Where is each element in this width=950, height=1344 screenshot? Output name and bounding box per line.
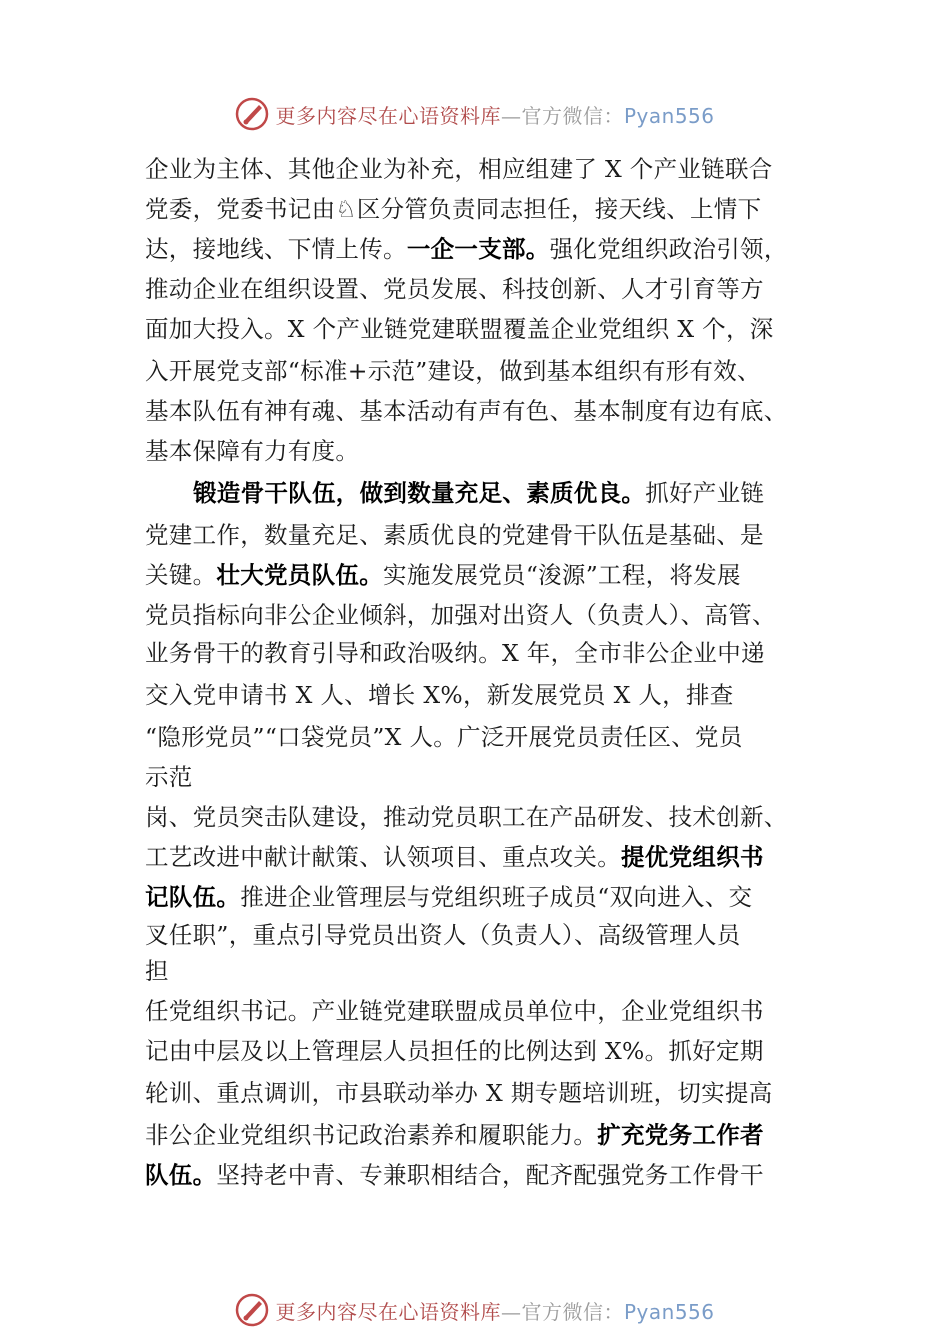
text-line: 任党组织书记。产业链党建联盟成员单位中，企业党组织书 bbox=[145, 997, 764, 1025]
bold-heading: 记队伍。 bbox=[145, 883, 241, 911]
brand-logo-icon bbox=[235, 97, 269, 131]
banner-text bbox=[275, 1296, 714, 1325]
text-line: “隐形党员”“口袋党员”X 人。广泛开展党员责任区、党员 bbox=[145, 723, 743, 751]
banner-text bbox=[275, 100, 714, 129]
text-line: 基本保障有力有度。 bbox=[145, 437, 360, 465]
text-line: 达，接地线、下情上传。一企一支部。强化党组织政治引领， bbox=[145, 235, 788, 263]
text-line: 企业为主体、其他企业为补充，相应组建了 X 个产业链联合 bbox=[145, 155, 773, 183]
banner-brand: 更多内容尽在心语资料库 bbox=[275, 103, 501, 128]
text-line: 示范 bbox=[145, 763, 193, 791]
text-line: 基本队伍有神有魂、基本活动有声有色、基本制度有边有底、 bbox=[145, 397, 788, 425]
banner-dash: — bbox=[500, 103, 522, 128]
text-line: 锻造骨干队伍，做到数量充足、素质优良。抓好产业链 bbox=[193, 479, 765, 507]
text-line: 党建工作，数量充足、素质优良的党建骨干队伍是基础、是 bbox=[145, 521, 764, 549]
banner-account: Pyan556 bbox=[623, 1299, 715, 1324]
text-line: 担 bbox=[145, 957, 169, 985]
text-line: 党委，党委书记由♘区分管负责同志担任，接天线、上情下 bbox=[145, 195, 762, 223]
bold-heading: 壮大党员队伍。 bbox=[216, 561, 384, 589]
banner-wechat-label: 官方微信： bbox=[521, 1299, 624, 1324]
text-line: 面加大投入。X 个产业链党建联盟覆盖企业党组织 X 个，深 bbox=[145, 315, 774, 343]
bold-heading: 锻造骨干队伍，做到数量充足、素质优良。 bbox=[193, 479, 646, 507]
text-line: 岗、党员突击队建设，推动党员职工在产品研发、技术创新、 bbox=[145, 803, 788, 831]
text-line: 推动企业在组织设置、党员发展、科技创新、人才引育等方 bbox=[145, 275, 764, 303]
bold-heading: 一企一支部。 bbox=[406, 235, 550, 263]
text-line: 交入党申请书 X 人、增长 X%，新发展党员 X 人，排查 bbox=[145, 681, 734, 709]
text-line: 入开展党支部“标准+示范”建设，做到基本组织有形有效、 bbox=[145, 357, 761, 385]
brand-logo-icon bbox=[235, 1293, 269, 1327]
text-line: 记由中层及以上管理层人员担任的比例达到 X%。抓好定期 bbox=[145, 1037, 764, 1065]
text-line: 轮训、重点调训，市县联动举办 X 期专题培训班，切实提高 bbox=[145, 1079, 773, 1107]
bold-heading: 队伍。 bbox=[145, 1161, 217, 1189]
banner-dash: — bbox=[500, 1299, 522, 1324]
text-line: 叉任职”，重点引导党员出资人（负责人）、高级管理人员 bbox=[145, 921, 741, 949]
bold-heading: 扩充党务工作者 bbox=[597, 1121, 764, 1149]
banner-brand: 更多内容尽在心语资料库 bbox=[275, 1299, 501, 1324]
banner-wechat-label: 官方微信： bbox=[521, 103, 624, 128]
text-line: 党员指标向非公企业倾斜，加强对出资人（负责人）、高管、 bbox=[145, 601, 776, 629]
header-banner bbox=[0, 94, 950, 134]
text-line: 队伍。坚持老中青、专兼职相结合，配齐配强党务工作骨干 bbox=[145, 1161, 764, 1189]
text-line: 业务骨干的教育引导和政治吸纳。X 年，全市非公企业中递 bbox=[145, 639, 765, 667]
text-line: 非公企业党组织书记政治素养和履职能力。扩充党务工作者 bbox=[145, 1121, 764, 1149]
text-line: 记队伍。推进企业管理层与党组织班子成员“双向进入、交 bbox=[145, 883, 753, 911]
footer-banner bbox=[0, 1290, 950, 1330]
text-line: 关键。壮大党员队伍。实施发展党员“浚源”工程，将发展 bbox=[145, 561, 741, 589]
text-line: 工艺改进中献计献策、认领项目、重点攻关。提优党组织书 bbox=[145, 843, 764, 871]
bold-heading: 提优党组织书 bbox=[621, 843, 764, 871]
banner-account: Pyan556 bbox=[623, 103, 715, 128]
